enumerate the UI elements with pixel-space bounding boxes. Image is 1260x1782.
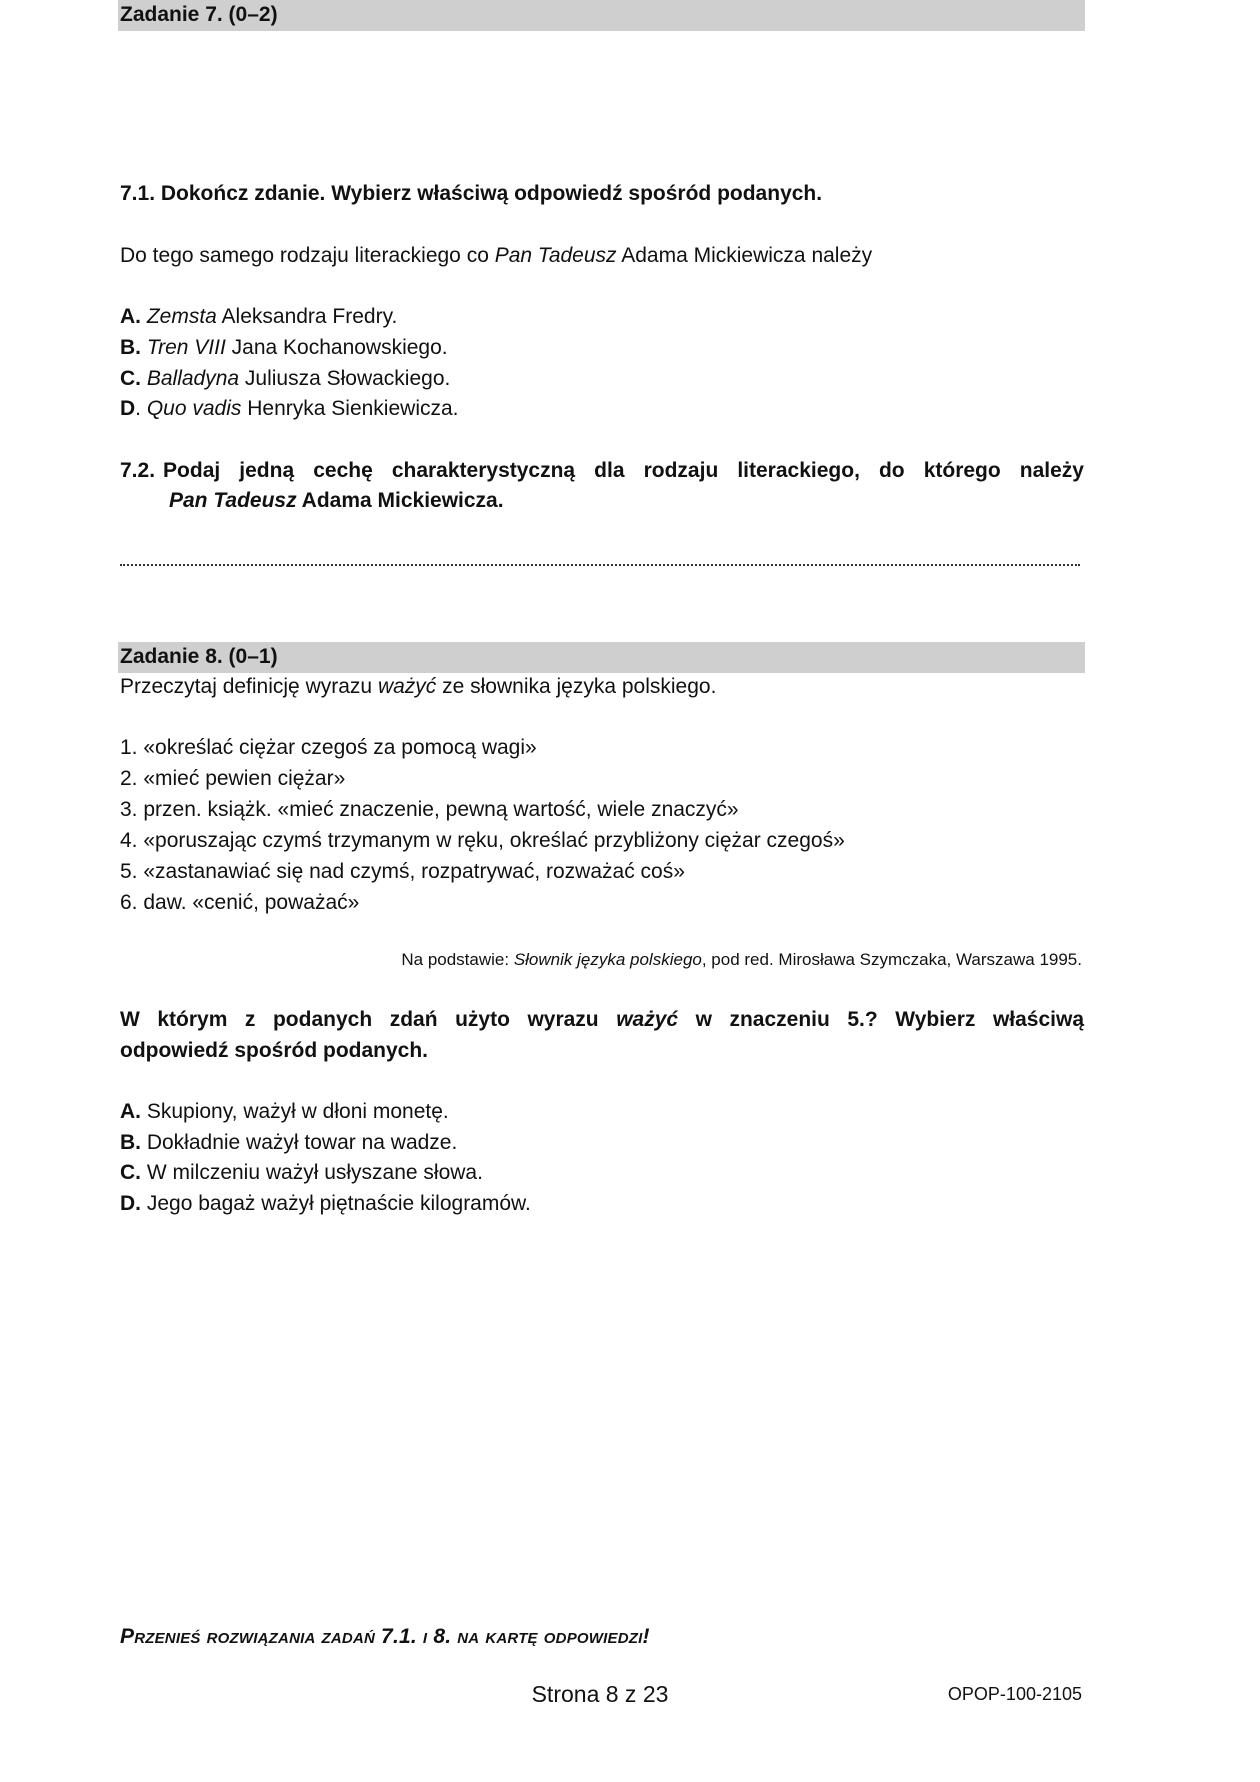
question-text-end: w znaczeniu 5.? Wybierz właściwą [678,1008,1084,1031]
option-7-a [120,304,397,330]
source-citation [401,950,1082,970]
source-text-end: , pod red. Mirosława Szymczaka, Warszawa 1995. [701,950,1082,969]
option-text: Henryka Sienkiewicza. [241,397,459,420]
option-title: Quo vadis [146,397,242,420]
intro-word: ważyć [377,675,437,698]
question-text-end: Adama Mickiewicza. [296,489,504,512]
option-text: Jana Kochanowskiego. [225,336,448,359]
option-letter: D. [120,1192,141,1215]
definition-item: 5. «zastanawiać się nad czymś, rozpatrywać, rozważać coś» [120,860,685,883]
option-letter: D [120,397,136,420]
question-number: 7.2. [120,459,156,482]
task8-intro [120,674,716,700]
option-8-d [120,1191,531,1217]
question-text: W którym z podanych zdań użyto wyrazu [120,1008,617,1031]
option-8-a [120,1099,449,1125]
source-text: Na podstawie: [401,950,514,969]
task8-header [118,642,1085,673]
definition-item: 3. przen. książk. «mieć znaczenie, pewną wartość, wiele znaczyć» [120,798,739,821]
intro-text: Przeczytaj definicję wyrazu [120,675,378,698]
definition-item: 4. «poruszając czymś trzymanym w ręku, określać przybliżony ciężar czegoś» [120,829,845,852]
option-8-c [120,1160,483,1186]
source-title: Słownik języka polskiego [513,950,702,969]
question-word: ważyć [616,1008,679,1031]
option-7-b [120,335,448,361]
option-text: Juliusza Słowackiego. [239,367,451,390]
definition-item: 1. «określać ciężar czegoś za pomocą wagi» [120,736,537,759]
question-7-2 [120,458,1084,484]
option-8-b [120,1130,457,1156]
stem-title: Pan Tadeusz [494,244,617,267]
question-title: Pan Tadeusz [169,489,297,512]
definition-item: 2. «mieć pewien ciężar» [120,767,346,790]
task8-title: Zadanie 8. (0–1) [120,645,278,668]
question-7-1: 7.1. Dokończ zdanie. Wybierz właściwą odpowiedź spośród podanych. [120,182,823,205]
exam-code: OPOP-100-2105 [947,1684,1082,1704]
page-number: Strona 8 z 23 [531,1681,669,1707]
option-text: Jego bagaż ważył piętnaście kilogramów. [141,1192,531,1215]
option-text: Skupiony, ważył w dłoni monetę. [141,1100,449,1123]
option-text: W milczeniu ważył usłyszane słowa. [141,1161,483,1184]
option-text: Dokładnie ważył towar na wadze. [141,1131,458,1154]
option-7-d: D. Quo vadis Henryka Sienkiewicza. [120,397,459,420]
question-8-line2: odpowiedź spośród podanych. [120,1039,429,1062]
task7-title: Zadanie 7. (0–2) [120,3,278,26]
option-text: Aleksandra Fredry. [216,305,398,328]
option-letter: B. [120,1131,141,1154]
option-title: Balladyna [146,367,240,390]
option-letter: C. [120,367,141,390]
intro-text-end: ze słownika języka polskiego. [436,675,717,698]
task7-header [118,0,1085,31]
stem-text-end: Adama Mickiewicza należy [616,244,873,267]
option-7-c [120,366,450,392]
option-title: Tren VIII [146,336,226,359]
option-letter: B. [120,336,141,359]
option-letter: A. [120,305,141,328]
option-title: Zemsta [146,305,217,328]
option-letter: A. [120,1100,141,1123]
answer-line[interactable] [120,560,1080,566]
question-8 [120,1007,1084,1033]
question-7-stem [120,243,872,269]
option-letter: C. [120,1161,141,1184]
definition-item: 6. daw. «cenić, poważać» [120,891,360,914]
question-7-2-line2 [169,488,504,514]
stem-text: Do tego samego rodzaju literackiego co [120,244,495,267]
transfer-answers-note: Przenieś rozwiązania zadań 7.1. i 8. na kartę odpowiedzi! [120,1625,650,1648]
question-text: Podaj jedną cechę charakterystyczną dla rodzaju literackiego, do którego należy [163,459,1084,482]
